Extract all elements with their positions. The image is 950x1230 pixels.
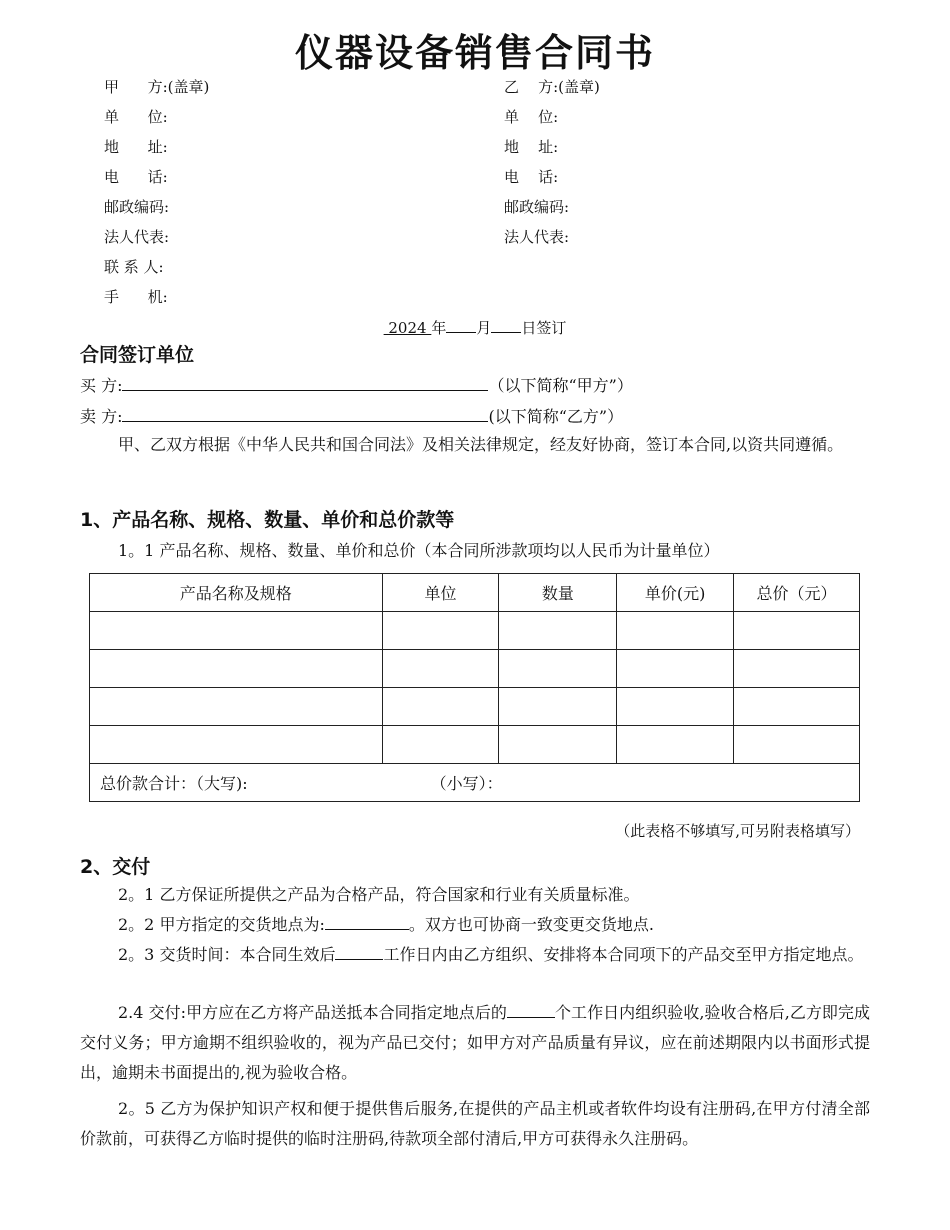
clause-2-3-text-b: 工作日内由乙方组织、安排将本合同项下的产品交至甲方指定地点。: [383, 945, 864, 964]
table-cell[interactable]: [617, 650, 734, 688]
party-a-block: [104, 72, 209, 312]
col-product-name: 产品名称及规格: [90, 574, 383, 612]
table-cell[interactable]: [499, 612, 617, 650]
table-cell[interactable]: [734, 612, 860, 650]
section1-heading: 1、产品名称、规格、数量、单价和总价款等: [80, 509, 455, 531]
party-b-unit: 单 位:: [504, 108, 559, 126]
table-header-row: [90, 574, 860, 612]
seller-note: (以下简称“乙方”）: [488, 407, 624, 426]
year-suffix: 年: [431, 319, 447, 337]
party-a-legal-rep: 法人代表:: [104, 228, 170, 246]
party-a-unit: 单 位:: [104, 108, 168, 126]
table-row: [90, 650, 860, 688]
clause-2-2-text-a: 2。2 甲方指定的交货地点为:: [118, 915, 325, 934]
total-cell: [90, 764, 860, 802]
table-total-row: [90, 764, 860, 802]
clause-2-3: [80, 940, 870, 970]
month-blank: [446, 316, 476, 333]
table-cell[interactable]: [90, 726, 383, 764]
document-title: 仪器设备销售合同书: [294, 31, 655, 75]
table-row: [90, 612, 860, 650]
clause-2-1: 2。1 乙方保证所提供之产品为合格产品，符合国家和行业有关质量标准。: [118, 885, 640, 904]
table-cell[interactable]: [617, 612, 734, 650]
table-cell[interactable]: [382, 688, 499, 726]
clause-2-4: [80, 998, 870, 1088]
party-b-legal-rep: 法人代表:: [504, 228, 570, 246]
clause-2-3-text-a: 2。3 交货时间：本合同生效后: [118, 945, 336, 964]
inspection-days-blank: [507, 1001, 555, 1018]
table-cell[interactable]: [499, 688, 617, 726]
party-b-block: [504, 72, 600, 252]
col-unit: 单位: [382, 574, 499, 612]
table-cell[interactable]: [382, 612, 499, 650]
product-table: [89, 573, 860, 802]
table-row: [90, 726, 860, 764]
party-a-contact: 联 系 人:: [104, 258, 164, 276]
table-cell[interactable]: [617, 726, 734, 764]
party-a-address: 地 址:: [104, 138, 168, 156]
buyer-label: 买 方:: [80, 376, 123, 395]
section1-sub: 1。1 产品名称、规格、数量、单价和总价（本合同所涉款项均以人民币为计量单位）: [118, 541, 720, 560]
table-cell[interactable]: [90, 688, 383, 726]
clause-2-5: 2。5 乙方为保护知识产权和便于提供售后服务,在提供的产品主机或者软件均设有注册码,在甲方付清全部价款前，可获得乙方临时提供的临时注册码,待款项全部付清后,甲方可获得永久注册码。: [80, 1099, 870, 1148]
day-blank: [491, 316, 521, 333]
signing-date: [0, 316, 950, 338]
col-quantity: 数量: [499, 574, 617, 612]
units-heading: 合同签订单位: [80, 344, 195, 366]
table-row: [90, 688, 860, 726]
table-note: （此表格不够填写,可另附表格填写）: [615, 822, 860, 840]
table-cell[interactable]: [382, 726, 499, 764]
clause-2-2: [80, 910, 870, 940]
party-b-address: 地 址:: [504, 138, 559, 156]
col-total-price: 总价（元）: [734, 574, 860, 612]
table-cell[interactable]: [382, 650, 499, 688]
section2-heading: 2、交付: [80, 856, 151, 878]
table-cell[interactable]: [734, 726, 860, 764]
clause-2-4-text-b: 个工作日内组织验收,验收合格后,乙方即完成交付义务；甲方逾期不组织验收的，视为产品已交付；如甲方对产品质量有异议，应在前述期限内以书面形式提出，逾期未书面提出的,视为验收合格。: [80, 1003, 870, 1082]
total-label-lowercase: （小写）：: [430, 774, 503, 793]
month-suffix: 月: [476, 319, 492, 337]
party-b-phone: 电 话:: [504, 168, 559, 186]
seller-label: 卖 方:: [80, 407, 123, 426]
col-unit-price: 单价(元): [617, 574, 734, 612]
buyer-blank: [122, 374, 488, 391]
delivery-days-blank: [335, 943, 383, 960]
clause-2-4-text-a: 2.4 交付:甲方应在乙方将产品送抵本合同指定地点后的: [118, 1003, 507, 1022]
seller-blank: [122, 405, 488, 422]
delivery-location-blank: [325, 913, 409, 930]
clause-2-2-text-b: 。双方也可协商一致变更交货地点.: [408, 915, 654, 934]
party-a-mobile: 手 机:: [104, 288, 168, 306]
table-cell[interactable]: [90, 650, 383, 688]
day-suffix: 日签订: [521, 319, 567, 337]
table-cell[interactable]: [499, 650, 617, 688]
table-cell[interactable]: [617, 688, 734, 726]
total-label-uppercase: 总价款合计：（大写):: [100, 774, 248, 793]
party-b-seal: 乙 方:(盖章): [504, 78, 600, 96]
buyer-line: [80, 373, 633, 396]
intro-paragraph: 甲、乙双方根据《中华人民共和国合同法》及相关法律规定，经友好协商，签订本合同,以资共同遵循。: [118, 435, 844, 454]
table-cell[interactable]: [734, 650, 860, 688]
table-cell[interactable]: [499, 726, 617, 764]
buyer-note: （以下简称“甲方”）: [488, 376, 633, 395]
party-b-postcode: 邮政编码:: [504, 198, 570, 216]
table-cell[interactable]: [90, 612, 383, 650]
party-a-phone: 电 话:: [104, 168, 168, 186]
signing-year: 2024: [383, 319, 432, 337]
party-a-postcode: 邮政编码:: [104, 198, 170, 216]
seller-line: [80, 404, 623, 427]
party-a-seal: 甲 方:(盖章): [104, 78, 210, 96]
table-cell[interactable]: [734, 688, 860, 726]
